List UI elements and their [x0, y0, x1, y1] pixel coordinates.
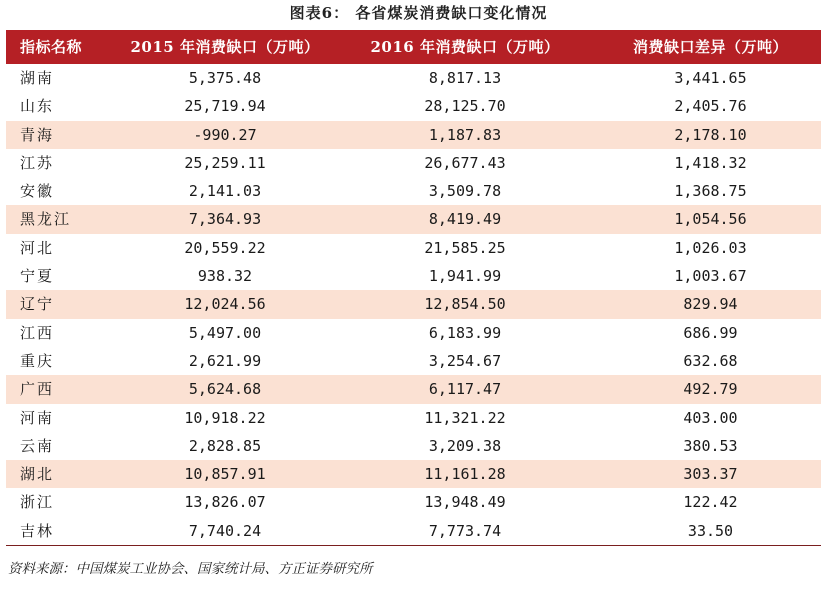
cell-gap-2015: 12,024.56 — [184, 295, 266, 314]
cell-gap-2015: 20,559.22 — [184, 238, 266, 257]
cell-gap-2016: 6,183.99 — [428, 323, 502, 342]
cell-gap-2016: 21,585.25 — [424, 238, 506, 257]
table-row — [6, 234, 821, 262]
cell-gap-difference: 1,418.32 — [674, 153, 747, 172]
table-row — [6, 517, 821, 545]
cell-gap-2015: 2,828.85 — [188, 436, 262, 455]
header-indicator-name: 指标名称 — [20, 38, 83, 56]
table-row — [6, 149, 821, 177]
table-row — [6, 262, 821, 290]
cell-gap-2015: 5,624.68 — [188, 380, 262, 399]
cell-gap-2016: 8,419.49 — [428, 210, 502, 229]
cell-gap-2015: 25,259.11 — [184, 153, 266, 172]
cell-gap-2015: 5,375.48 — [188, 69, 262, 87]
cell-gap-2015: -990.27 — [193, 125, 257, 144]
cell-gap-difference: 380.53 — [683, 436, 738, 455]
cell-province: 黑龙江 — [20, 210, 72, 229]
cell-province: 江苏 — [20, 153, 55, 172]
cell-province: 青海 — [20, 125, 55, 144]
cell-gap-2016: 11,321.22 — [424, 408, 506, 427]
cell-gap-difference: 1,054.56 — [674, 210, 747, 229]
cell-gap-difference: 686.99 — [683, 323, 738, 342]
table-row — [6, 460, 821, 488]
cell-gap-2016: 13,948.49 — [424, 493, 506, 512]
cell-gap-2016: 8,817.13 — [428, 69, 502, 87]
cell-gap-2016: 3,254.67 — [428, 351, 502, 370]
cell-gap-difference: 403.00 — [683, 408, 738, 427]
cell-gap-difference: 122.42 — [683, 493, 738, 512]
cell-gap-difference: 1,003.67 — [674, 267, 747, 286]
cell-gap-2016: 7,773.74 — [428, 521, 502, 540]
cell-gap-difference: 33.50 — [687, 521, 734, 540]
table-header-row — [6, 30, 821, 64]
header-2015-gap: 2015 年消费缺口（万吨） — [130, 38, 320, 56]
cell-gap-2015: 25,719.94 — [184, 97, 266, 116]
cell-province: 辽宁 — [20, 295, 55, 314]
cell-province: 湖北 — [20, 465, 55, 484]
table-row — [6, 205, 821, 233]
cell-province: 浙江 — [20, 493, 55, 512]
cell-gap-2015: 7,740.24 — [188, 521, 262, 540]
cell-province: 云南 — [20, 436, 55, 455]
source-note: 资料来源：中国煤炭工业协会、国家统计局、方正证券研究所 — [8, 561, 373, 577]
cell-gap-difference: 829.94 — [683, 295, 738, 314]
cell-gap-2016: 6,117.47 — [428, 380, 502, 399]
coal-gap-table — [6, 30, 821, 546]
header-gap-difference: 消费缺口差异（万吨） — [632, 38, 788, 56]
cell-gap-difference: 2,405.76 — [674, 97, 747, 116]
table-caption: 图表6： 各省煤炭消费缺口变化情况 — [289, 4, 548, 22]
cell-gap-difference: 1,368.75 — [674, 182, 747, 201]
cell-gap-difference: 492.79 — [683, 380, 738, 399]
table-row — [6, 347, 821, 375]
cell-gap-2015: 2,141.03 — [188, 182, 262, 201]
cell-province: 江西 — [20, 323, 55, 342]
cell-gap-difference: 2,178.10 — [674, 125, 747, 144]
table-row — [6, 64, 821, 92]
table-row — [6, 319, 821, 347]
table-row — [6, 404, 821, 432]
cell-gap-2015: 7,364.93 — [188, 210, 262, 229]
cell-province: 广西 — [20, 380, 55, 399]
header-2016-gap: 2016 年消费缺口（万吨） — [370, 38, 560, 56]
table-row — [6, 92, 821, 120]
cell-gap-difference: 632.68 — [683, 351, 738, 370]
cell-province: 湖南 — [20, 69, 55, 87]
cell-province: 重庆 — [20, 351, 55, 370]
cell-gap-2016: 12,854.50 — [424, 295, 506, 314]
table-row — [6, 375, 821, 403]
table-body — [6, 64, 821, 545]
cell-gap-2016: 3,209.38 — [428, 436, 502, 455]
cell-gap-2015: 5,497.00 — [188, 323, 262, 342]
table-row — [6, 121, 821, 149]
cell-province: 山东 — [20, 97, 55, 116]
table-row — [6, 432, 821, 460]
cell-gap-2015: 10,857.91 — [184, 465, 266, 484]
cell-gap-2016: 1,187.83 — [428, 125, 502, 144]
cell-gap-difference: 3,441.65 — [674, 69, 747, 87]
cell-gap-difference: 1,026.03 — [674, 238, 747, 257]
cell-province: 宁夏 — [20, 267, 55, 286]
cell-gap-2016: 3,509.78 — [428, 182, 502, 201]
cell-gap-2016: 11,161.28 — [424, 465, 506, 484]
table-row — [6, 488, 821, 516]
cell-gap-difference: 303.37 — [683, 465, 738, 484]
cell-gap-2015: 2,621.99 — [188, 351, 262, 370]
cell-gap-2016: 26,677.43 — [424, 153, 506, 172]
cell-province: 安徽 — [20, 182, 55, 201]
cell-gap-2016: 1,941.99 — [428, 267, 502, 286]
cell-gap-2015: 13,826.07 — [184, 493, 266, 512]
cell-province: 河北 — [20, 238, 55, 257]
table-row — [6, 290, 821, 318]
cell-gap-2016: 28,125.70 — [424, 97, 506, 116]
cell-province: 吉林 — [20, 521, 55, 540]
table-row — [6, 177, 821, 205]
cell-gap-2015: 10,918.22 — [184, 408, 266, 427]
cell-province: 河南 — [20, 408, 55, 427]
cell-gap-2015: 938.32 — [197, 267, 253, 286]
